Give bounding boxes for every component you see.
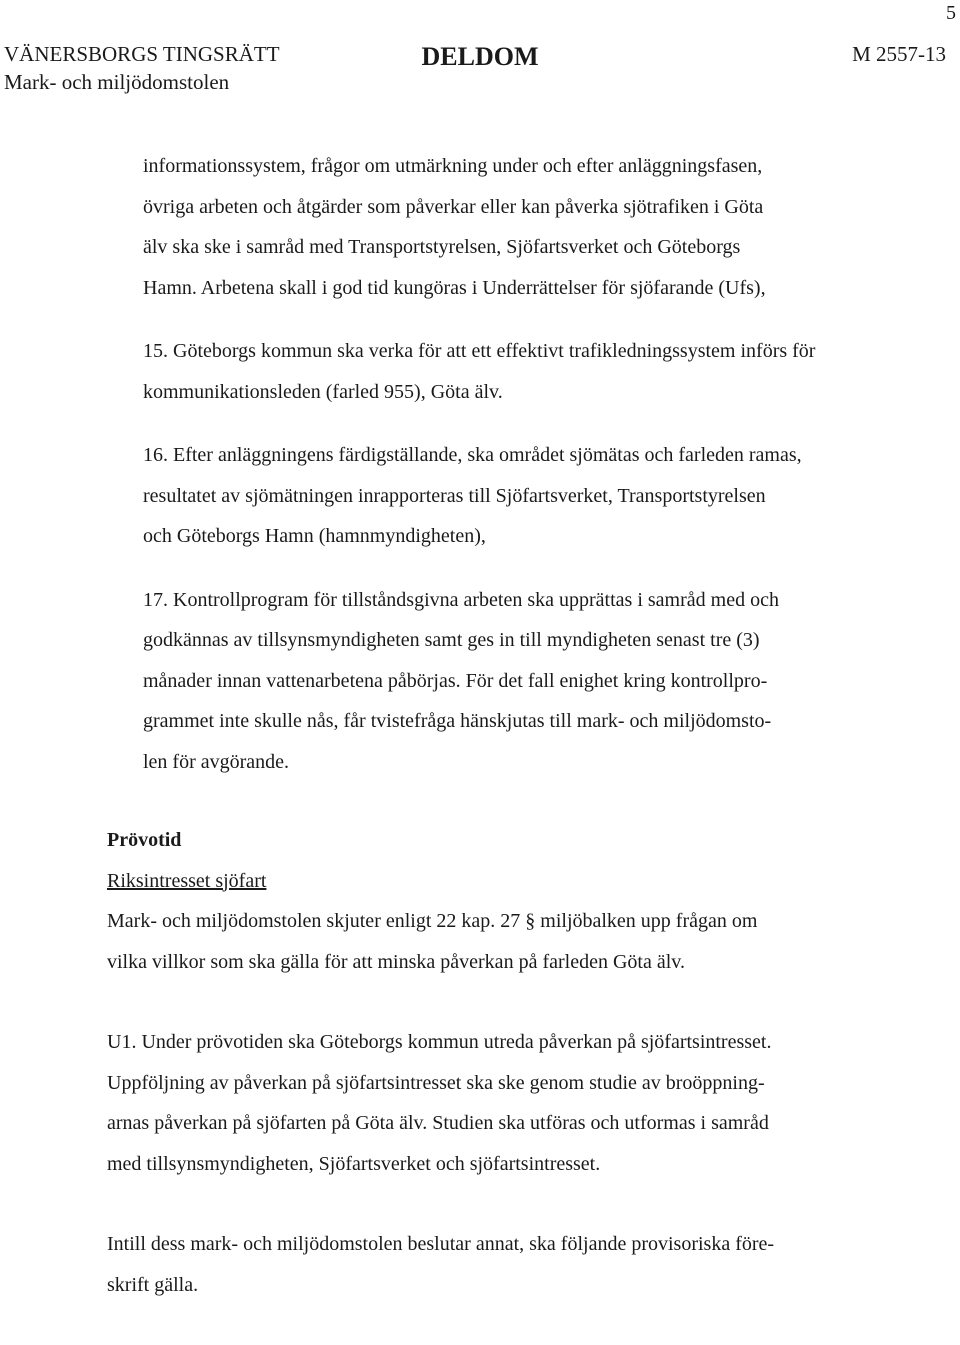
document-type: DELDOM (421, 42, 539, 71)
case-number: M 2557-13 (852, 42, 946, 66)
text-line: 15. Göteborgs kommun ska verka för att ett effektivt trafikledningssystem införs för (143, 340, 816, 362)
text-line: Uppföljning av påverkan på sjöfartsintresset ska ske genom studie av broöppning- (107, 1071, 765, 1094)
paragraph (107, 901, 907, 982)
list-item (143, 331, 907, 412)
court-name: VÄNERSBORGS TINGSRÄTT (4, 42, 280, 66)
list-item (143, 580, 907, 783)
text-line: skrift gälla. (107, 1273, 199, 1296)
text-line: kommunikationsleden (farled 955), Göta älv. (143, 380, 503, 403)
text-line: Intill dess mark- och miljödomstolen beslutar annat, ska följande provisoriska före- (107, 1233, 775, 1255)
paragraph (107, 1224, 907, 1305)
text-line: vilka villkor som ska gälla för att minska påverkan på farleden Göta älv. (107, 950, 685, 973)
text-line: och Göteborgs Hamn (hamnmyndigheten), (143, 525, 486, 547)
text-line: Hamn. Arbetena skall i god tid kungöras i Underrättelser för sjöfarande (Ufs), (143, 276, 766, 299)
page-number: 5 (946, 2, 956, 24)
text-line: Mark- och miljödomstolen skjuter enligt 22 kap. 27 § miljöbalken upp frågan om (107, 910, 758, 932)
text-line: månader innan vattenarbetena påbörjas. För det fall enighet kring kontrollpro- (143, 669, 768, 692)
section-subheading: Riksintresset sjöfart (107, 869, 267, 892)
text-line: len för avgörande. (143, 750, 290, 773)
text-line: övriga arbeten och åtgärder som påverkar eller kan påverka sjötrafiken i Göta (143, 195, 764, 218)
text-line: resultatet av sjömätningen inrapporteras till Sjöfartsverket, Transportstyrelsen (143, 484, 766, 507)
text-line: grammet inte skulle nås, får tvistefråga hänskjutas till mark- och miljödomsto- (143, 710, 772, 732)
paragraph (107, 1022, 907, 1184)
section-heading: Prövotid (107, 829, 182, 851)
text-line: 16. Efter anläggningens färdigställande, ska området sjömätas och farleden ramas, (143, 444, 802, 466)
list-item (143, 146, 907, 308)
text-line: U1. Under prövotiden ska Göteborgs kommun utreda påverkan på sjöfartsintresset. (107, 1031, 772, 1053)
document-body (107, 146, 907, 1305)
text-line: godkännas av tillsynsmyndigheten samt ges in till myndigheten senast tre (3) (143, 629, 760, 651)
text-line: 17. Kontrollprogram för tillståndsgivna arbeten ska upprättas i samråd med och (143, 588, 779, 611)
text-line: med tillsynsmyndigheten, Sjöfartsverket och sjöfartsintresset. (107, 1152, 601, 1175)
text-line: informationssystem, frågor om utmärkning under och efter anläggningsfasen, (143, 155, 763, 177)
text-line: arnas påverkan på sjöfarten på Göta älv. Studien ska utföras och utformas i samråd (107, 1112, 769, 1134)
text-line: älv ska ske i samråd med Transportstyrelsen, Sjöfartsverket och Göteborgs (143, 236, 741, 258)
list-item (143, 435, 907, 557)
department-name: Mark- och miljödomstolen (4, 70, 230, 94)
